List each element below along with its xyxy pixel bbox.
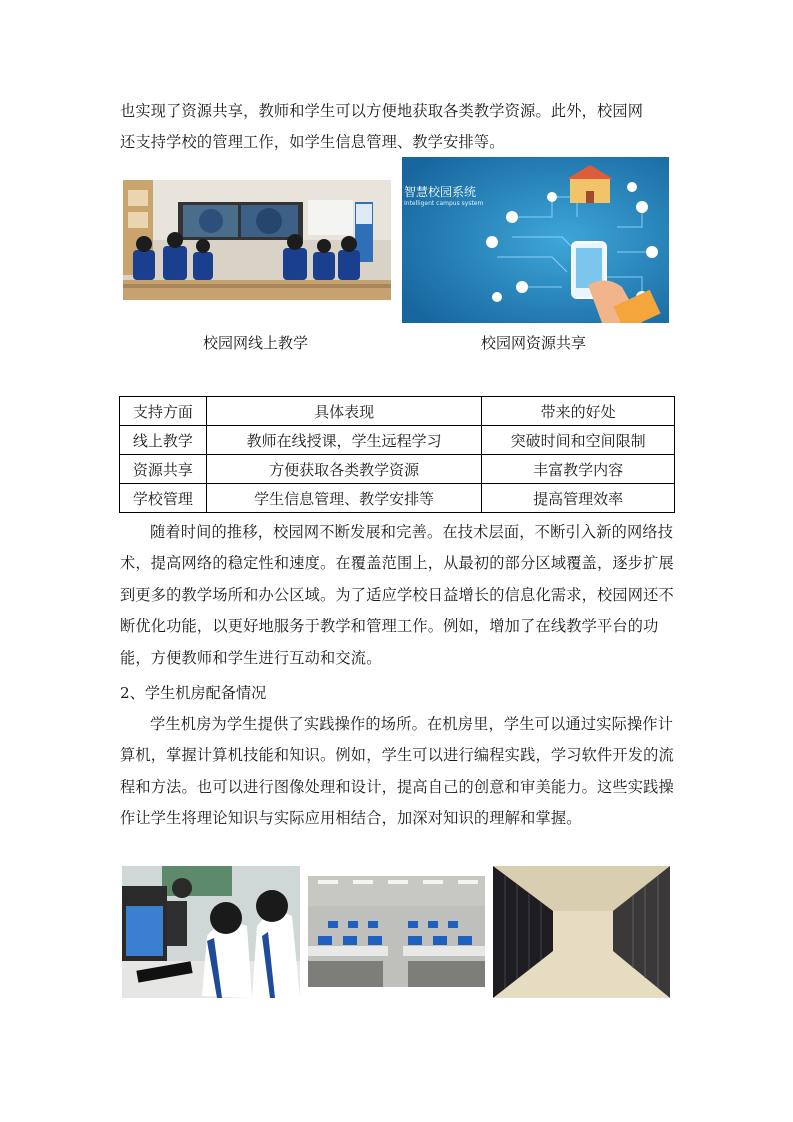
table-row xyxy=(120,455,675,484)
table-cell: 线上教学 xyxy=(120,426,207,455)
students-at-computers-photo xyxy=(122,866,300,998)
table-cell: 方便获取各类教学资源 xyxy=(206,455,482,484)
table-header-cell: 带来的好处 xyxy=(482,397,675,426)
table-header-cell: 具体表现 xyxy=(206,397,482,426)
intro-line-2: 还支持学校的管理工作，如学生信息管理、教学安排等。 xyxy=(120,133,505,151)
table-cell: 学校管理 xyxy=(120,484,207,513)
support-table xyxy=(119,396,675,513)
online-teaching-caption: 校园网线上教学 xyxy=(203,334,309,352)
table-header-row xyxy=(120,397,675,426)
intro-line-1: 也实现了资源共享，教师和学生可以方便地获取各类教学资源。此外，校园网 xyxy=(120,102,644,120)
table-cell: 学生信息管理、教学安排等 xyxy=(206,484,482,513)
server-room-photo xyxy=(493,866,670,998)
smart-campus-title: 智慧校园系统 xyxy=(404,185,477,199)
table-cell: 提高管理效率 xyxy=(482,484,675,513)
resource-sharing-caption: 校园网资源共享 xyxy=(481,334,587,352)
table-header-cell: 支持方面 xyxy=(120,397,207,426)
table-cell: 资源共享 xyxy=(120,455,207,484)
table-cell: 丰富教学内容 xyxy=(482,455,675,484)
paragraph-computer-lab: 学生机房为学生提供了实践操作的场所。在机房里，学生可以通过实际操作计算机，掌握计算机技能和知识。例如，学生可以进行编程实践，学习软件开发的流程和方法。也可以进行图像处理和设计，提高自己的创意和审美能力。这些实践操作让学生将理论知识与实际应用相结合，加深对知识的理解和掌握。 xyxy=(120,715,674,828)
smart-campus-subtitle: Intelligent campus system xyxy=(404,200,484,207)
table-cell: 教师在线授课，学生远程学习 xyxy=(206,426,482,455)
table-row xyxy=(120,484,675,513)
table-row xyxy=(120,426,675,455)
online-teaching-photo xyxy=(123,180,391,300)
section-heading: 2、学生机房配备情况 xyxy=(120,684,267,702)
table-cell: 突破时间和空间限制 xyxy=(482,426,675,455)
computer-lab-photo xyxy=(308,876,485,987)
paragraph-campus-network-development: 随着时间的推移，校园网不断发展和完善。在技术层面，不断引入新的网络技术，提高网络的稳定性和速度。在覆盖范围上，从最初的部分区域覆盖，逐步扩展到更多的教学场所和办公区域。为了适应学校日益增长的信息化需求，校园网还不断优化功能，以更好地服务于教学和管理工作。例如，增加了在线教学平台的功能，方便教师和学生进行互动和交流。 xyxy=(120,523,674,667)
smart-campus-image xyxy=(402,157,669,323)
